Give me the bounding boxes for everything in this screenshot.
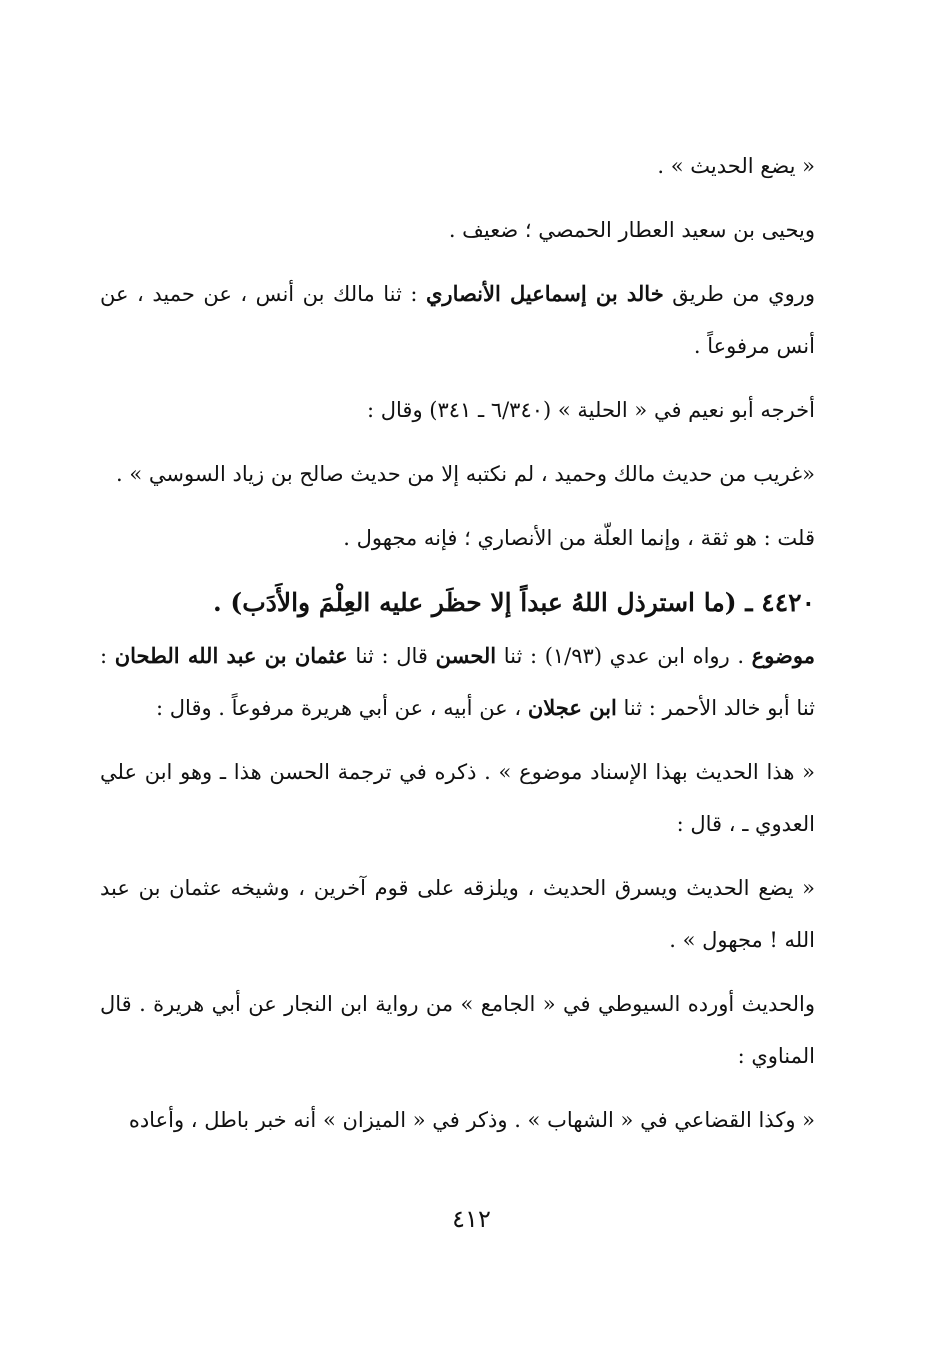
narrator-name-bold: عثمان بن عبد الله الطحان: [114, 643, 348, 668]
grade-label: موضوع: [751, 643, 815, 668]
paragraph-khalid-route: [100, 268, 815, 372]
page-number: ٤١٢: [452, 1205, 491, 1233]
narrator-name-bold: خالد بن إسماعيل الأنصاري: [425, 281, 664, 306]
paragraph-suyuti: والحديث أورده السيوطي في « الجامع » من رواية ابن النجار عن أبي هريرة . قال المناوي :: [100, 992, 815, 1068]
paragraph-quote-yada: « يضع الحديث » .: [657, 154, 815, 178]
text-segment: . رواه ابن عدي (١/٩٣) : ثنا: [496, 644, 752, 668]
paragraph-abu-nuaym: أخرجه أبو نعيم في « الحلية » (٦/٣٤٠ ـ ٣٤١) وقال :: [367, 398, 815, 422]
hadith-number: ٤٤٢٠: [761, 588, 815, 617]
text-segment: ، عن أبيه ، عن أبي هريرة مرفوعاً . وقال :: [156, 696, 528, 720]
paragraph-yahya-weak: ويحيى بن سعيد العطار الحمصي ؛ ضعيف .: [448, 218, 815, 242]
text-segment: : ثنا أبو خالد الأحمر : ثنا: [100, 644, 815, 720]
text-segment: وروي من طريق: [663, 282, 816, 306]
paragraph-author-note: قلت : هو ثقة ، وإنما العلّة من الأنصاري ؛ فإنه مجهول .: [343, 526, 815, 550]
paragraph-grading: [100, 630, 815, 734]
page-body: [100, 140, 815, 1158]
hadith-text: ـ (ما استرذل اللهُ عبداً إلا حظَر عليه العِلْمَ والأَدَب) .: [212, 588, 762, 617]
text-segment: قال : ثنا: [347, 644, 436, 668]
hadith-heading: [100, 576, 815, 630]
text-segment: : ثنا مالك بن أنس ، عن حميد ، عن أنس مرفوعاً .: [100, 282, 815, 358]
narrator-name-bold: ابن عجلان: [527, 695, 617, 720]
paragraph-munawi-quote: « وكذا القضاعي في « الشهاب » . وذكر في « الميزان » أنه خبر باطل ، وأعاده: [128, 1108, 815, 1132]
narrator-name-bold: الحسن: [435, 643, 497, 668]
paragraph-yada-yasriq: « يضع الحديث ويسرق الحديث ، ويلزقه على قوم آخرين ، وشيخه عثمان بن عبد الله ! مجهول » .: [100, 876, 815, 952]
paragraph-gharib-quote: «غريب من حديث مالك وحميد ، لم نكتبه إلا من حديث صالح بن زياد السوسي » .: [116, 462, 815, 486]
paragraph-ibn-adi-quote: « هذا الحديث بهذا الإسناد موضوع » . ذكره في ترجمة الحسن هذا ـ وهو ابن علي العدوي ـ ، قال :: [100, 760, 815, 836]
